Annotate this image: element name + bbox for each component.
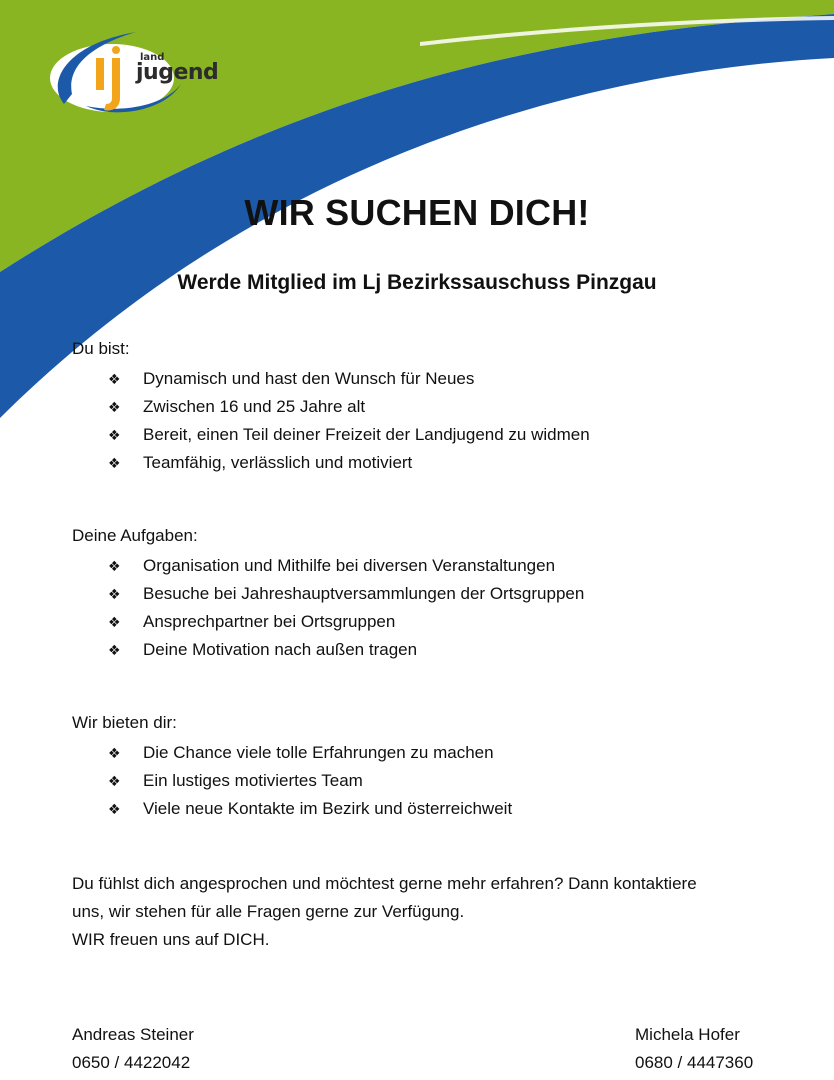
section-label-du-bist: Du bist: bbox=[72, 339, 130, 358]
diamond-bullet-icon: ❖ bbox=[108, 773, 121, 789]
diamond-bullet-icon: ❖ bbox=[108, 586, 121, 602]
diamond-bullet-icon: ❖ bbox=[108, 801, 121, 817]
closing-line: Du fühlst dich angesprochen und möchtest gerne mehr erfahren? Dann kontaktiere bbox=[72, 874, 697, 893]
contact-phone[interactable]: 0650 / 4422042 bbox=[72, 1053, 191, 1072]
list-item bbox=[0, 365, 834, 393]
contact-name: Michela Hofer bbox=[635, 1025, 740, 1044]
list-item bbox=[0, 739, 834, 767]
list-item-text: Bereit, einen Teil deiner Freizeit der Landjugend zu widmen bbox=[143, 425, 590, 444]
list-item-text: Besuche bei Jahreshauptversammlungen der Ortsgruppen bbox=[143, 584, 585, 603]
diamond-bullet-icon: ❖ bbox=[108, 371, 121, 387]
list-item-text: Organisation und Mithilfe bei diversen Veranstaltungen bbox=[143, 556, 556, 575]
section-label-wir-bieten: Wir bieten dir: bbox=[72, 713, 177, 732]
logo-text-land: land bbox=[140, 52, 165, 63]
closing-line: WIR freuen uns auf DICH. bbox=[72, 930, 270, 949]
contact-name: Andreas Steiner bbox=[72, 1025, 194, 1044]
contact-block-left bbox=[72, 1021, 194, 1077]
list-item-text: Ein lustiges motiviertes Team bbox=[143, 771, 363, 790]
page-headline: WIR SUCHEN DICH! bbox=[244, 192, 590, 233]
list-item bbox=[0, 421, 834, 449]
list-item-text: Die Chance viele tolle Erfahrungen zu machen bbox=[143, 743, 494, 762]
list-wir-bieten bbox=[0, 739, 834, 823]
closing-line: uns, wir stehen für alle Fragen gerne zur Verfügung. bbox=[72, 902, 465, 921]
list-item bbox=[0, 608, 834, 636]
section-label-aufgaben: Deine Aufgaben: bbox=[72, 526, 198, 545]
list-item bbox=[0, 767, 834, 795]
list-item bbox=[0, 795, 834, 823]
diamond-bullet-icon: ❖ bbox=[108, 642, 121, 658]
list-item-text: Zwischen 16 und 25 Jahre alt bbox=[143, 397, 366, 416]
list-item bbox=[0, 449, 834, 477]
list-item bbox=[0, 393, 834, 421]
diamond-bullet-icon: ❖ bbox=[108, 455, 121, 471]
diamond-bullet-icon: ❖ bbox=[108, 558, 121, 574]
list-item-text: Dynamisch und hast den Wunsch für Neues bbox=[143, 369, 475, 388]
list-item-text: Ansprechpartner bei Ortsgruppen bbox=[143, 612, 396, 631]
page-subheadline: Werde Mitglied im Lj Bezirkssauschuss Pinzgau bbox=[177, 271, 657, 294]
list-item bbox=[0, 636, 834, 664]
diamond-bullet-icon: ❖ bbox=[108, 399, 121, 415]
list-item-text: Teamfähig, verlässlich und motiviert bbox=[143, 453, 413, 472]
contact-block-right bbox=[635, 1021, 753, 1077]
list-item-text: Deine Motivation nach außen tragen bbox=[143, 640, 418, 659]
list-item-text: Viele neue Kontakte im Bezirk und österreichweit bbox=[143, 799, 513, 818]
diamond-bullet-icon: ❖ bbox=[108, 614, 121, 630]
diamond-bullet-icon: ❖ bbox=[108, 745, 121, 761]
list-item bbox=[0, 552, 834, 580]
list-du-bist bbox=[0, 365, 834, 477]
logo-text-jugend: jugend bbox=[136, 60, 219, 85]
closing-paragraph bbox=[72, 870, 772, 954]
diamond-bullet-icon: ❖ bbox=[108, 427, 121, 443]
list-aufgaben bbox=[0, 552, 834, 664]
contact-phone[interactable]: 0680 / 4447360 bbox=[635, 1053, 754, 1072]
list-item bbox=[0, 580, 834, 608]
